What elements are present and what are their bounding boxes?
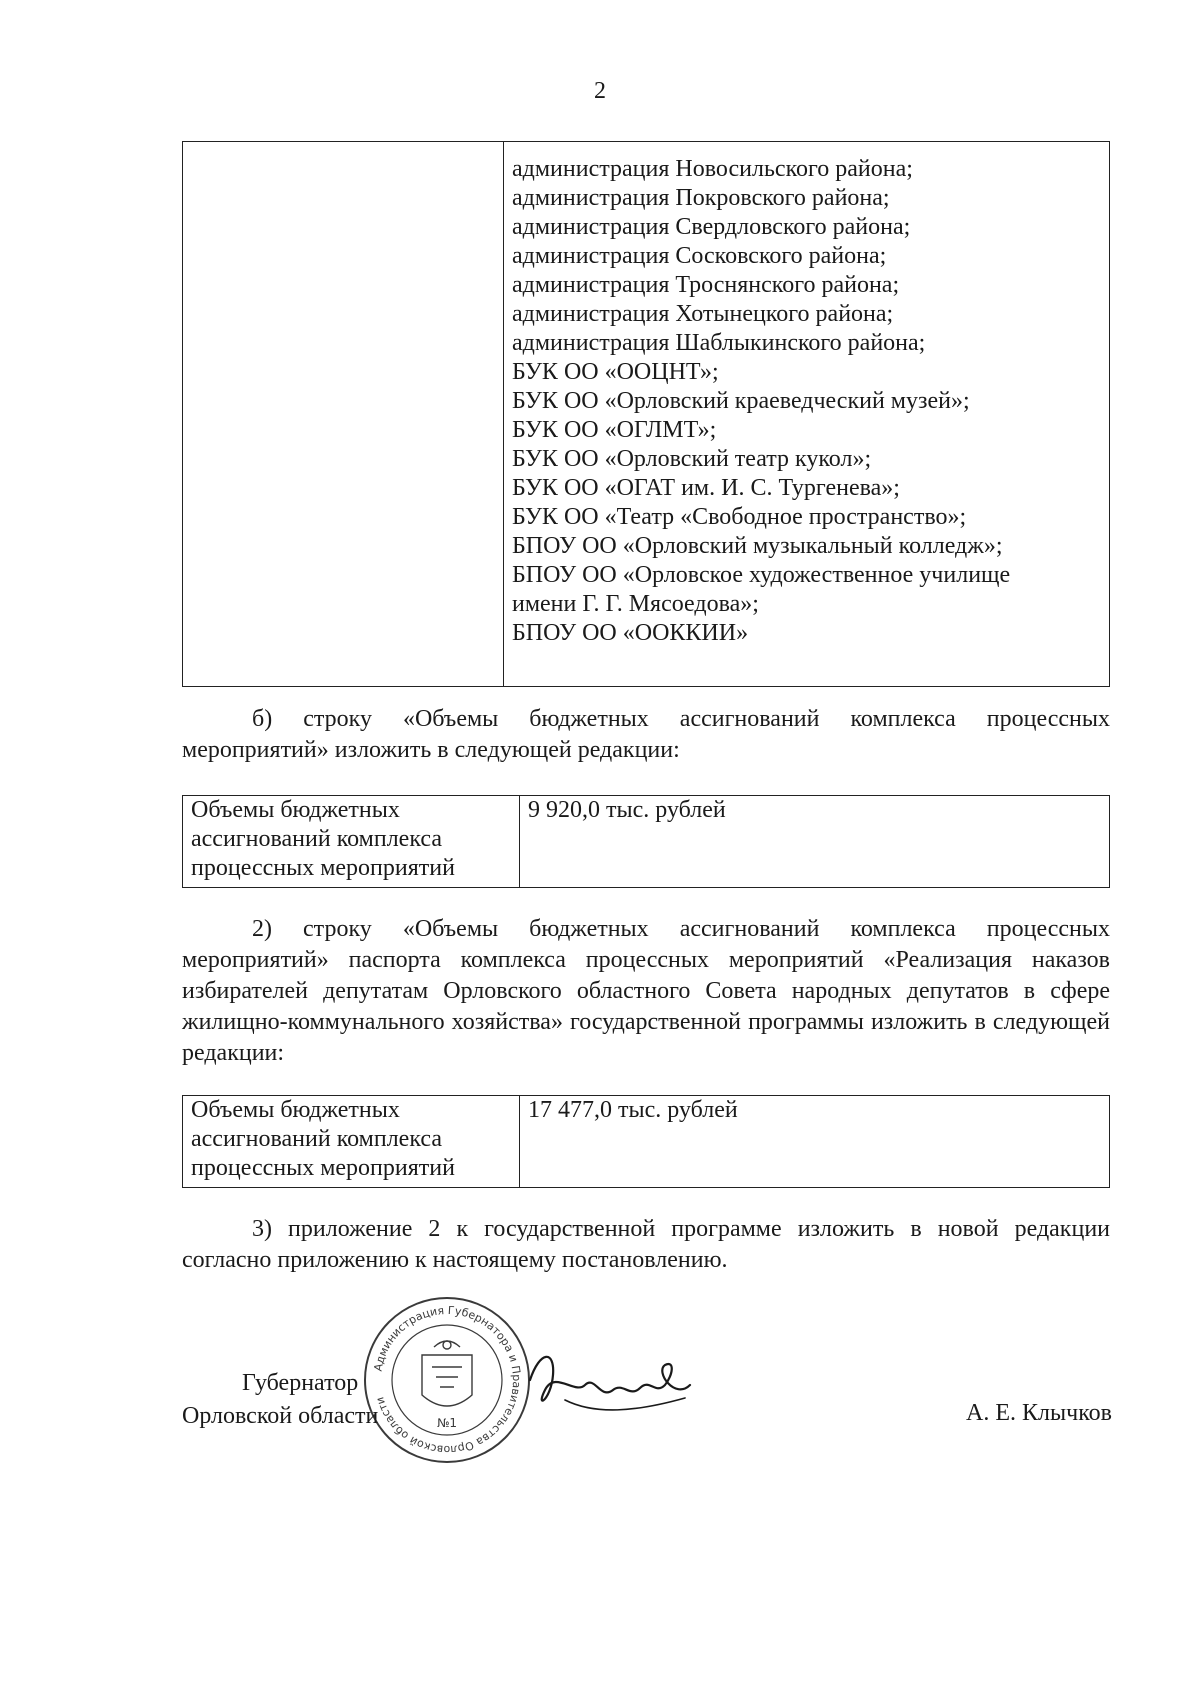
signatory-name: А. Е. Клычков bbox=[966, 1400, 1112, 1426]
executor-line: БПОУ ОО «Орловский музыкальный колледж»; bbox=[512, 533, 1003, 559]
executor-line: администрация Шаблыкинского района; bbox=[512, 330, 926, 356]
paragraph-3: 3) приложение 2 к государственной программе изложить в новой редакции согласно приложению к настоящему постановлению. bbox=[182, 1216, 1110, 1273]
executor-line: администрация Свердловского района; bbox=[512, 214, 911, 240]
executor-line: администрация Хотынецкого района; bbox=[512, 301, 894, 327]
executor-line: БПОУ ОО «ООККИИ» bbox=[512, 620, 749, 646]
responsible-executors-table bbox=[182, 141, 1110, 687]
executor-line: имени Г. Г. Мясоедова»; bbox=[512, 591, 759, 617]
executor-line: БУК ОО «Орловский театр кукол»; bbox=[512, 446, 872, 472]
signatory-title-line1: Губернатор bbox=[242, 1370, 359, 1396]
seal-ring-text: Администрация Губернатора и Правительства Орловской области bbox=[371, 1303, 524, 1457]
budget-value-2: 17 477,0 тыс. рублей bbox=[520, 1096, 1110, 1188]
executor-line: БУК ОО «Театр «Свободное пространство»; bbox=[512, 504, 967, 530]
executor-line: администрация Покровского района; bbox=[512, 185, 890, 211]
executor-line: БПОУ ОО «Орловское художественное училище bbox=[512, 562, 1011, 588]
executor-line: БУК ОО «ОГЛМТ»; bbox=[512, 417, 717, 443]
executor-line: БУК ОО «Орловский краеведческий музей»; bbox=[512, 388, 970, 414]
seal-number: №1 bbox=[436, 1416, 458, 1430]
signatory-title-line2: Орловской области bbox=[182, 1403, 379, 1429]
handwritten-signature bbox=[525, 1340, 695, 1430]
budget-value-1: 9 920,0 тыс. рублей bbox=[520, 796, 1110, 888]
executor-line: администрация Сосковского района; bbox=[512, 243, 887, 269]
coat-of-arms-icon bbox=[422, 1341, 472, 1406]
official-seal bbox=[362, 1295, 532, 1465]
paragraph-2: 2) строку «Объемы бюджетных ассигнований комплекса процессных мероприятий» паспорта комплекса процессных мероприятий «Реализация наказов избирателей депутатам Орловского областного Совета народных депутатов в сфере жилищно-коммунального хозяйства» государственной программы изложить в следующей редакции: bbox=[182, 916, 1110, 1066]
executor-line: администрация Троснянского района; bbox=[512, 272, 900, 298]
table1-left-cell bbox=[183, 142, 504, 687]
executor-line: БУК ОО «ООЦНТ»; bbox=[512, 359, 719, 385]
executor-line: администрация Новосильского района; bbox=[512, 156, 913, 182]
table1-right-cell bbox=[504, 142, 1110, 687]
budget-label-2: Объемы бюджетных ассигнований комплекса процессных мероприятий bbox=[183, 1096, 520, 1188]
paragraph-b: б) строку «Объемы бюджетных ассигнований комплекса процессных мероприятий» изложить в следующей редакции: bbox=[182, 706, 1110, 763]
executor-line: БУК ОО «ОГАТ им. И. С. Тургенева»; bbox=[512, 475, 900, 501]
page-number: 2 bbox=[594, 78, 606, 104]
budget-table-1 bbox=[182, 795, 1110, 888]
budget-table-2 bbox=[182, 1095, 1110, 1188]
budget-label-1: Объемы бюджетных ассигнований комплекса процессных мероприятий bbox=[183, 796, 520, 888]
